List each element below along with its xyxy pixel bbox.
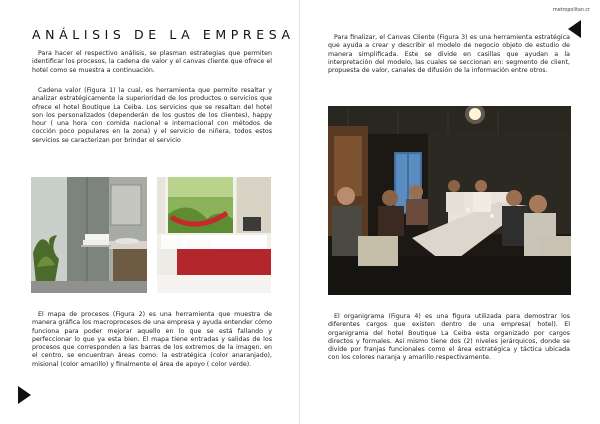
page-gutter	[299, 0, 300, 424]
org-chart-paragraph: El organigrama (Figura 4) es una figura utilizada para demostrar los diferentes cargos que existen dentro de una empresa( hotel). El organigrama del hotel Boutique La Ceiba esta organizado por cargos directos y formales. Así mismo tiene dos (2) niveles jerárquicos, donde se divide por franjas funcionales como el área estratégica y táctica ubicada con los colores naranja y amarillo respectivamente.	[328, 313, 570, 362]
canvas-paragraph: Para finalizar, el Canvas Cliente (Figura 3) es una herramienta estratégica que ayuda a crear y describir el modelo de negocio objeto de estudio de manera simplificada. Este se divide en casillas que ayudan a la interpretación del modelo, las cuales se seccionan en: segmento de client, propuesta de valor, canales de difusión de la información entre otros.	[328, 34, 570, 75]
bedroom-photo	[157, 177, 271, 293]
process-map-paragraph: El mapa de procesos (Figura 2) es una herramienta que muestra de manera gráfica los macroprocesos de una empresa y ayuda entender cómo funciona para poder mejorar aquello en lo que se está fallando y perfeccionar lo que ya esta bien. El mapa tiene entradas y salidas de los procesos que corresponden a las barras de los extremos de la imagen, en el centro, se encuentran áreas como: la estratégica (color anaranjado), misional (color amarillo) y finalmente el área de apoyo ( color verde).	[32, 311, 272, 368]
page-title: ANÁLISIS DE LA EMPRESA	[32, 27, 295, 42]
intro-paragraph: Para hacer el respectivo análisis, se plasman estrategias que permiten identificar los procesos, la cadena de valor y el canvas cliente que ofrece el hotel como se muestra a continuación.	[32, 50, 272, 74]
group-dinner-photo	[328, 106, 571, 295]
next-page-arrow-icon[interactable]	[18, 386, 31, 404]
website-url: metropolitan.cr	[553, 8, 590, 13]
value-chain-paragraph: Cadena valor (Figura 1) la cual, es herramienta que permite resaltar y analizar estratégicamente la superioridad de los productos o servicios que ofrece el hotel Boutique La Ceiba. Los servicios que se resaltan del hotel son los personalizados (dependerán de los gustos de los clientes), happy hour ( una hora con comida nacional e internacional con métodos de cocción poco populares en la zona) y el servicio de niñera, todos estos servicios se caracterizan por brindar el servicio	[32, 87, 272, 144]
bathroom-photo	[31, 177, 147, 293]
